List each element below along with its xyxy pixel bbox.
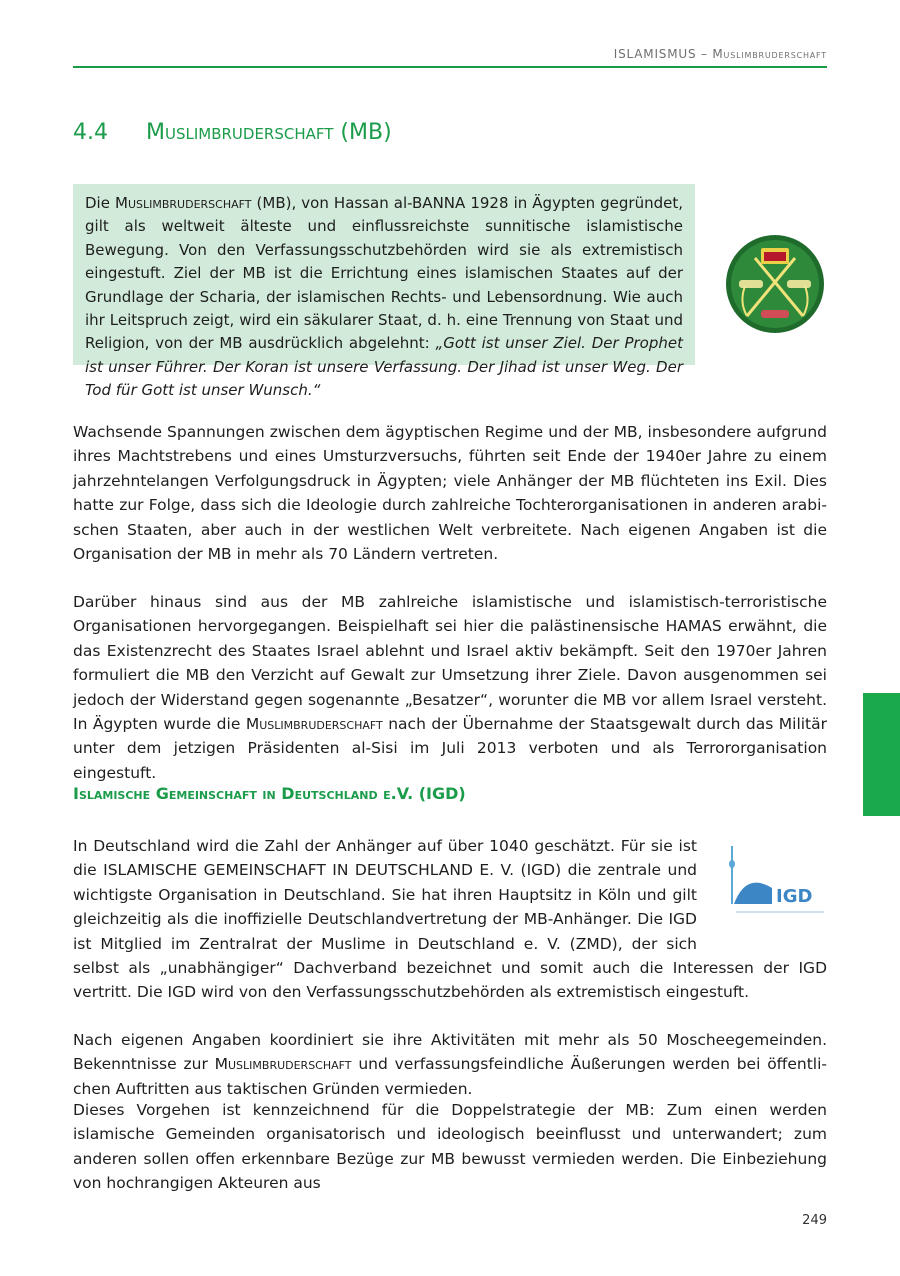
intro-part2: (MB), von Hassan al-BANNA 1928 in Ägypten gegründet, gilt als weltweit älteste und einflussreichste sunnitische islamistische Bewegung. Von den Verfassungsschutzbehörden wird sie als extremistisch eingestuft. Ziel der MB ist die Errichtung eines islamischen Staates auf der Grundlage der Scharia, der islamischen Rechts- und Lebensordnung. Wie auch ihr Leitspruch zeigt, wird ein säkularer Staat, d. h. eine Trennung von Staat und Religion, von der MB ausdrücklich abgelehnt:: [85, 194, 684, 353]
intro-part1: Die: [85, 194, 116, 212]
muslim-brotherhood-emblem-icon: [725, 234, 825, 334]
paragraph-3-text: In Deutschland wird die Zahl der Anhänger auf über 1040 geschätzt. Für sie ist die ISLAMISCHE GEMEINSCHAFT IN DEUTSCHLAND E. V. (IGD) die zentrale und wichtigste Organisation in Deutschland. Sie hat ihren Hauptsitz in Köln und gilt gleichzeitig als die inoffizielle Deutschlandvertretung der MB-Anhänger. Die IGD ist Mitglied im Zentralrat der Muslime in Deutschland e. V. (ZMD), der sich selbst als „unabhängiger“ Dachverband bezeichnet und somit auch die Interessen der IGD vertritt. Die IGD wird von den Verfassungsschutzbehörden als extremistisch eingestuft.: [73, 837, 827, 1002]
header-topic: Muslimbruderschaft: [712, 47, 827, 61]
subsection-heading: [73, 784, 466, 803]
paragraph-2-part-b: nach der Übernahme der Staatsgewalt durch das Militär unter dem jetzigen Präsidenten al-Sisi im Juli 2013 verboten und als Terrororganisation eingestuft.: [73, 715, 828, 782]
paragraph-4-part-b: und verfassungsfeindliche Äußerungen werden bei öffentlichen Auftritten aus taktischen Gründen vermieden.: [73, 1055, 827, 1098]
running-header: [614, 47, 827, 61]
paragraph-2: [73, 590, 827, 785]
subsection-heading-rest: V. (IGD): [396, 784, 466, 803]
subsection-heading-term: Islamische Gemeinschaft in Deutschland e.: [73, 784, 397, 803]
paragraph-3: [73, 834, 827, 1005]
section-title-rest: (MB): [333, 120, 392, 145]
paragraph-4: [73, 1028, 827, 1101]
intro-term: Muslimbruderschaft: [115, 194, 252, 212]
section-number: 4.4: [73, 120, 108, 145]
paragraph-2-part-a: Darüber hinaus sind aus der MB zahlreiche islamistische und islamistisch-terroristische Organisationen hervorgegangen. Beispielhaft sei hier die palästinensische HAMAS erwähnt, die das Existenzrecht des Staates Israel ablehnt und Israel aktiv bekämpft. Seit den 1970er Jahren formuliert die MB den Verzicht auf Gewalt zur Umsetzung ihrer Ziele. Davon ausgenommen sei jedoch der Widerstand gegen sogenannte „Besatzer“, worunter die MB vor allem Israel versteht. In Ägypten wurde die: [73, 593, 827, 734]
paragraph-4-part-a: Nach eigenen Angaben koordiniert sie ihre Aktivitäten mit mehr als 50 Moscheegemeinden. Bekenntnisse zur: [73, 1031, 827, 1074]
paragraph-1: Wachsende Spannungen zwischen dem ägyptischen Regime und der MB, insbesondere aufgrund ihres Machtstrebens und eines Umsturzversuchs, führten seit Ende der 1940er Jahre zu einem jahrzehntelangen Verfolgungsdruck in Ägypten; viele Anhänger der MB flüchteten ins Exil. Dies hatte zur Folge, dass sich die Ideologie durch zahlreiche Tochterorganisationen in anderen arabischen Staaten, aber auch in der westlichen Welt verbreitete. Nach eigenen Angaben ist die Organisation der MB in mehr als 70 Ländern vertreten.: [73, 423, 827, 564]
header-section: ISLAMISMUS: [613, 47, 697, 61]
paragraph-2-term: Muslimbruderschaft: [245, 715, 383, 734]
paragraph-4-term: Muslimbruderschaft: [214, 1055, 352, 1074]
header-rule: [73, 66, 827, 68]
section-heading: [73, 120, 392, 145]
chapter-tab: [863, 693, 900, 816]
page-number: 249: [802, 1213, 827, 1228]
intro-box: [73, 184, 695, 400]
section-title-term: Muslimbruderschaft: [146, 120, 334, 145]
header-separator: –: [696, 47, 713, 61]
paragraph-5: Dieses Vorgehen ist kennzeichnend für die Doppelstrategie der MB: Zum einen werden islamische Gemeinden organisatorisch und ideologisch beeinflusst und unterwandert; zum anderen sollen offen erkennbare Bezüge zur MB bewusst vermieden werden. Die Einbeziehung von hochrangigen Akteuren aus: [73, 1101, 827, 1193]
igd-logo-icon: [724, 842, 828, 920]
igd-logo-text: IGD: [776, 886, 813, 907]
intro-quote: „Gott ist unser Ziel. Der Prophet ist unser Führer. Der Koran ist unsere Verfassung. Der Jihad ist unser Weg. Der Tod für Gott ist unser Wunsch.“: [85, 334, 683, 400]
